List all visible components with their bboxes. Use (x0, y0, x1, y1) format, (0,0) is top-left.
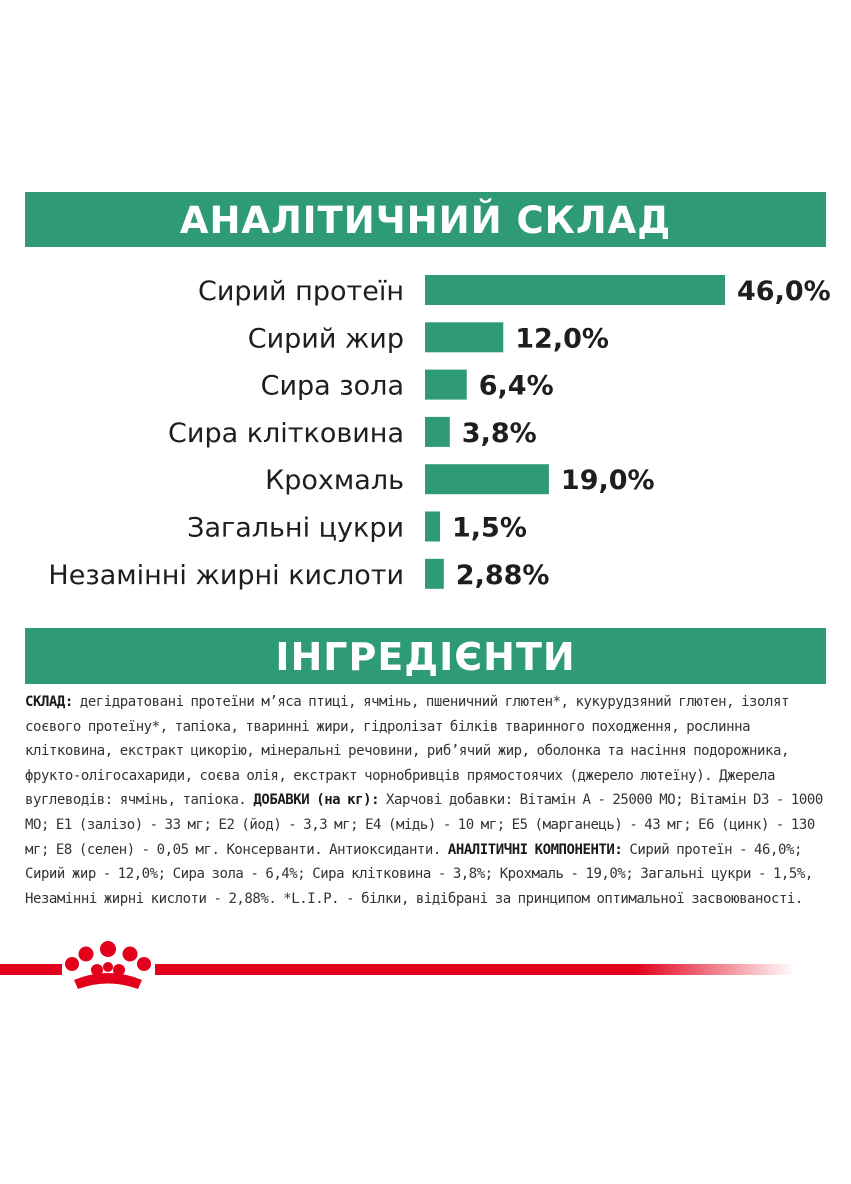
bar (425, 275, 725, 305)
value-label: 3,8% (461, 417, 537, 449)
bar (425, 559, 444, 589)
bar (425, 417, 450, 447)
category-label: Сирий жир (247, 323, 404, 355)
category-label: Сира клітковина (168, 417, 404, 449)
value-label: 12,0% (515, 323, 609, 355)
bar (425, 370, 467, 400)
crown-logo-icon (65, 941, 151, 989)
value-label: 6,4% (478, 370, 554, 402)
value-label: 46,0% (737, 276, 831, 307)
category-label: Крохмаль (265, 465, 404, 497)
value-label: 1,5% (452, 512, 527, 544)
value-label: 19,0% (560, 465, 655, 497)
composition-text: дегідратовані протеїни м’яса птиці, ячмінь, пшеничний глютен*, кукурудзяний глютен, ізолят соєвого протеїну*, тапіока, тваринні жири, гідролізат білків тваринного походження, рослинна клітковина, екстракт цикорію, мінеральні речовини, риб’ячий жир, оболонка та насіння подорожника, фрукто-олігосахариди, соєва олія, екстракт чорнобривців прямостоячих (джерело лютеїну). Джерела вуглеводів: ячмінь, тапіока. (25, 694, 789, 809)
category-label: Незамінні жирні кислоти (48, 559, 404, 591)
composition-label: СКЛАД: (25, 694, 73, 710)
value-label: 2,88% (455, 559, 550, 591)
brand-divider (0, 940, 851, 1000)
additives-label: ДОБАВКИ (на кг): (253, 792, 380, 809)
category-label: Загальні цукри (187, 512, 404, 544)
analytical-text: Сирий протеїн - 46,0%; Сирий жир - 12,0%; Сира зола - 6,4%; Сира клітковина - 3,8%; Крохмаль - 19,0%; Загальні цукри - 1,5%, Незамінні жирні кислоти - 2,88%. *L.I.P. - білки, відібрані за принципом оптимальної засвоюваності. (25, 841, 813, 907)
category-label: Сирий протеїн (197, 276, 404, 307)
ingredients-header: ІНГРЕДІЄНТИ (25, 628, 826, 684)
analytical-label: АНАЛІТИЧНІ КОМПОНЕНТИ: (447, 841, 623, 858)
brand-line-right (155, 964, 795, 975)
analysis-header: АНАЛІТИЧНИЙ СКЛАД (25, 192, 826, 247)
category-label: Сира зола (260, 370, 404, 402)
brand-line-left (0, 964, 62, 975)
bar (425, 322, 503, 352)
nutrient-bar-chart (0, 260, 851, 600)
bar (425, 464, 549, 494)
additives-text: Харчові добавки: Вітамін А - 25000 МО; Вітамін D3 - 1000 МО; Е1 (залізо) - 33 мг; Е2 (йод) - 3,3 мг; Е4 (мідь) - 10 мг; Е5 (марганець) - 43 мг; Е6 (цинк) - 130 мг; Е8 (селен) - 0,05 мг. Консерванти. Антиоксиданти. (25, 792, 823, 858)
ingredients-text (25, 690, 830, 911)
bar (425, 512, 440, 542)
